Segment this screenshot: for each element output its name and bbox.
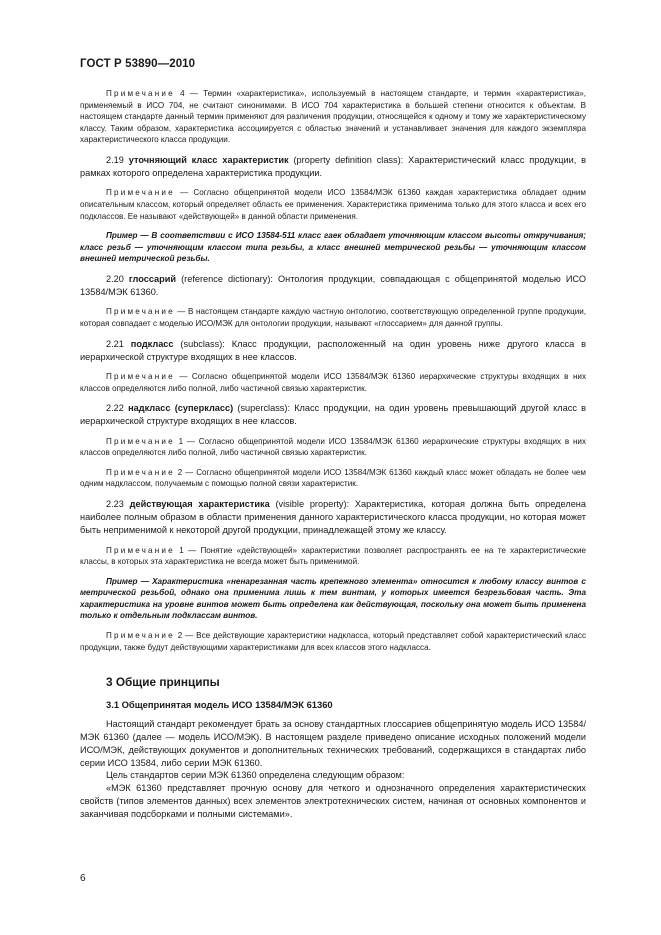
term-name: уточняющий класс характеристик — [128, 154, 289, 165]
section-title: 3 Общие принципы — [106, 675, 220, 690]
page-number: 6 — [80, 873, 86, 884]
note-text: — Согласно общепринятой модели ИСО 13584/МЭК 61360 каждая характеристика обладает одним описательным классом, который определяет область ее применения. Характеристика применима только для этого класса и всех его подклассов. Ее называют «действующей» в данной области применения. — [80, 188, 586, 221]
note-text: 2 — Все действующие характеристики надкласса, который представляет собой характеристический класс продукции, также будут действующими характеристиками для всех классов этого надкласса. — [80, 631, 586, 652]
definitions-list — [80, 88, 586, 653]
term-number: 2.21 — [106, 338, 131, 349]
note-label: Примечание — [106, 371, 175, 381]
term-definition — [80, 402, 586, 428]
page-content — [80, 88, 586, 821]
term-number: 2.22 — [106, 403, 129, 414]
term-number: 2.20 — [106, 273, 129, 284]
example-paragraph: Пример — Характеристика «ненарезанная часть крепежного элемента» относится к любому классу винтов с метрической резьбой, однако она применима лишь к тем винтам, у которых имеется безрезьбовая часть. Эта характеристика на уровне винтов может быть определена как действующая, поскольку она может быть применена только к отдельным подклассам винтов. — [80, 576, 586, 621]
note-paragraph — [80, 187, 586, 222]
term-name: надкласс (суперкласс) — [128, 403, 234, 414]
term-name: действующая характеристика — [129, 498, 270, 509]
term-definition — [80, 498, 586, 538]
note-label: Примечание — [106, 436, 175, 446]
subsection-title: 3.1 Общепринятая модель ИСО 13584/МЭК 61360 — [106, 699, 333, 711]
body-paragraph: Настоящий стандарт рекомендует брать за основу стандартных глоссариев общепринятую модель ИСО 13584/МЭК 61360 (далее — модель ИСО/МЭК). В настоящем разделе приведено описание исходных положений модели ИСО/МЭК, действующих документов и дополнительных технических требований, содержащихся в стандартах либо серии ИСО 13584, либо серии МЭК 61360. — [80, 719, 586, 768]
term-definition — [80, 154, 586, 180]
note-paragraph — [80, 306, 586, 329]
standard-header: ГОСТ Р 53890—2010 — [80, 58, 196, 70]
note-label: Примечание — [106, 188, 175, 198]
note-text: 2 — Согласно общепринятой модели ИСО 13584/МЭК 61360 каждый класс может обладать не более чем одним надклассом, получаемым с помощью полной связи характеристик. — [80, 467, 586, 489]
example-paragraph: Пример — В соответствии с ИСО 13584-511 класс гаек обладает уточняющим классом высоты откручивания; класс резьб — уточняющим классом типа резьбы, а класс внешней метрической резьбы — уточняющим классом внешней метрической резьбы. — [80, 231, 586, 264]
term-text: (visible property): Характеристика, которая должна быть определена наиболее полным образом в области применения данного характеристического класса продукции, но которая может быть неприменимой к некоторой другой продукции, принадлежащей этому же классу. — [80, 498, 586, 536]
term-definition — [80, 338, 586, 364]
note-text: — В настоящем стандарте каждую частную онтологию, соответствующую определенной группе продукции, которая совпадает с моделью ИСО/МЭК для онтологии продукции, называют «глоссарием» для данной группы. — [80, 307, 586, 328]
note-paragraph — [80, 371, 586, 394]
body-paragraph: «МЭК 61360 представляет прочную основу для четкого и однозначного определения характеристических свойств (типов элементов данных) всех элементов электротехнических систем, начиная от основных компонентов и заканчивая подсборками и полными системами». — [80, 783, 586, 819]
note-label: Примечание — [106, 467, 175, 477]
term-text: (subclass): Класс продукции, расположенный на один уровень ниже другого класса в иерархической структуре входящих в нее классов. — [80, 338, 586, 362]
term-number: 2.23 — [106, 498, 130, 509]
term-text: (reference dictionary): Онтология продукции, совпадающая с общепринятой моделью ИСО 13584/МЭК 61360. — [80, 273, 586, 298]
term-name: подкласс — [130, 338, 174, 349]
term-text: (superclass): Класс продукции, на один уровень превышающий другой класс в иерархической структуре входящих в нее классов. — [80, 403, 587, 427]
note-label: Примечание — [106, 545, 175, 555]
term-definition — [80, 273, 586, 299]
note-paragraph — [80, 545, 586, 568]
note-label: Примечание — [106, 89, 175, 98]
term-number: 2.19 — [106, 154, 129, 165]
note-paragraph — [80, 88, 586, 146]
note-paragraph — [80, 630, 586, 653]
note-label: Примечание — [106, 307, 175, 317]
note-paragraph — [80, 467, 586, 490]
note-paragraph — [80, 436, 586, 459]
term-text: (property definition class): Характеристический класс продукции, в рамках которого определена характеристика продукции. — [80, 154, 587, 179]
note-label: Примечание — [106, 631, 175, 641]
note-text: — Согласно общепринятой модели ИСО 13584/МЭК 61360 иерархические структуры входящих в них классов определяются либо полной, либо частичной связью характеристик. — [80, 371, 586, 393]
note-text: 1 — Понятие «действующей» характеристики позволяет распространять ее на те характеристические классы, в которых эта характеристика не всегда может быть применимой. — [80, 545, 586, 567]
body-paragraph: Цель стандартов серии МЭК 61360 определена следующим образом: — [106, 770, 405, 781]
section-body — [80, 718, 586, 820]
term-name: глоссарий — [128, 273, 177, 284]
note-text: 1 — Согласно общепринятой модели ИСО 13584/МЭК 61360 иерархические структуры входящих в них классов определяются либо полной, либо частичной связью характеристик. — [80, 436, 586, 458]
note-text: 4 — Термин «характеристика», используемый в настоящем стандарте, и термин «характеристика», применяемый в ИСО 704, не считают синонимами. В ИСО 704 характеристика в большей степени относится к объектам. В настоящем стандарте данный термин применяют для различения продукции, относящейся к одному и тому же характеристическому классу. Таким образом, характеристика ассоциируется с областью значений и устанавливает значения для каждого экземпляра характеристического класса продукции. — [80, 89, 586, 145]
